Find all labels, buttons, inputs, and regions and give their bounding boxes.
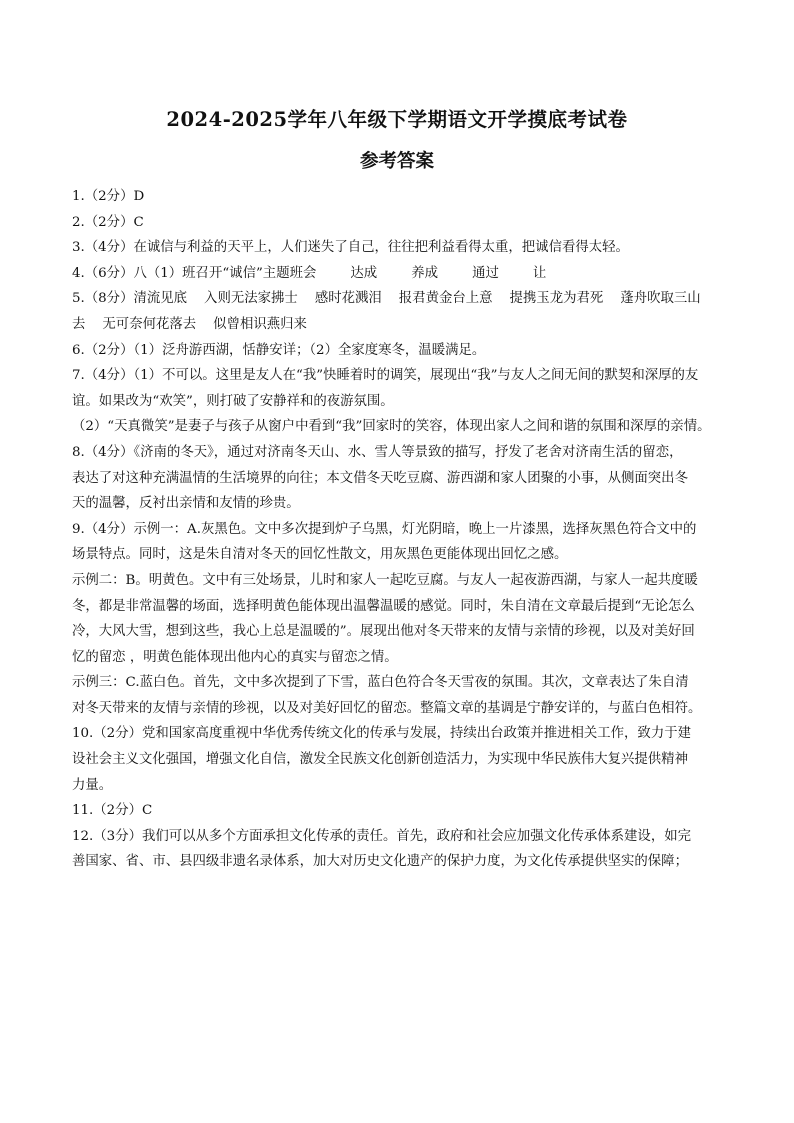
answer-line: 6.（2分）（1）泛舟游西湖，恬静安详；（2）全家度寒冬，温暖满足。: [72, 342, 486, 358]
answer-line: 对冬天带来的友情与亲情的珍视，以及对美好回忆的留恋。整篇文章的基调是宁静安详的，与蓝白色相符。: [72, 700, 702, 716]
answer-line: 示例二：B。明黄色。文中有三处场景，儿时和家人一起吃豆腐。与友人一起夜游西湖，与家人一起共度暖: [72, 572, 698, 588]
answer-line: 设社会主义文化强国，增强文化自信，激发全民族文化创新创造活力，为实现中华民族伟大复兴提供精神: [72, 752, 688, 768]
answer-line: 冷，大风大雪，想到这些，我心上总是温暖的”。展现出他对冬天带来的友情与亲情的珍视，以及对美好回: [72, 624, 695, 640]
page-title: 2024-2025学年八年级下学期语文开学摸底考试卷: [166, 108, 628, 131]
answer-line: 8.（4分）《济南的冬天》，通过对济南冬天山、水、雪人等景致的描写，抒发了老舍对济南生活的留恋，: [72, 444, 683, 460]
page-subtitle: 参考答案: [359, 151, 434, 172]
answer-line: 9.（4分）示例一：A.灰黑色。文中多次提到炉子乌黑，灯光阴暗，晚上一片漆黑，选择灰黑色符合文中的: [72, 521, 697, 537]
answer-line: 谊。如果改为“欢笑”，则打破了安静祥和的夜游氛围。: [72, 393, 394, 409]
answer-line: 善国家、省、市、县四级非遗名录体系，加大对历史文化遗产的保护力度，为文化传承提供坚实的保障；: [72, 854, 688, 870]
answer-list: [72, 184, 732, 875]
answer-line: （2）“天真微笑”是妻子与孩子从窗户中看到“我”回家时的笑容，体现出家人之间和谐的氛围和深厚的亲情。: [72, 419, 711, 435]
answer-line: 场景特点。同时，这是朱自清对冬天的回忆性散文，用灰黑色更能体现出回忆之感。: [72, 547, 568, 563]
answer-line: 表达了对这种充满温情的生活境界的向往；本文借冬天吃豆腐、游西湖和家人团聚的小事，从侧面突出冬: [72, 470, 688, 486]
answer-line: 5.（8分）清流见底 入则无法家拂士 感时花溅泪 报君黄金台上意 提携玉龙为君死 蓬舟吹取三山: [72, 291, 701, 307]
answer-line: 冬，都是非常温馨的场面，选择明黄色能体现出温馨温暖的感觉。同时，朱自清在文章最后提到“无论怎么: [72, 598, 695, 614]
answer-line: 7.（4分）（1）不可以。这里是友人在“我”快睡着时的调笑，展现出“我”与友人之间无间的默契和深厚的友: [72, 368, 699, 384]
answer-line: 2.（2分）C: [72, 214, 144, 230]
answer-line: 示例三：C.蓝白色。首先，文中多次提到了下雪，蓝白色符合冬天雪夜的氛围。其次，文章表达了朱自清: [72, 675, 689, 691]
answer-line: 11.（2分）C: [72, 803, 153, 819]
answer-line: 忆的留恋 ，明黄色能体现出他内心的真实与留恋之情。: [72, 649, 398, 665]
answer-line: 10.（2分）党和国家高度重视中华优秀传统文化的传承与发展，持续出台政策并推进相关工作，致力于建: [72, 726, 691, 742]
answer-line: 力量。: [72, 777, 113, 793]
answer-line: 4.（6分）八（1）班召开“诚信”主题班会 达成 养成 通过 让: [72, 265, 547, 281]
answer-line: 3.（4分）在诚信与利益的天平上，人们迷失了自己，往往把利益看得太重，把诚信看得太轻。: [72, 240, 629, 256]
answer-line: 1.（2分）D: [72, 189, 145, 204]
answer-line: 去 无可奈何花落去 似曾相识燕归来: [72, 316, 307, 332]
answer-line: 12.（3分）我们可以从多个方面承担文化传承的责任。首先，政府和社会应加强文化传承体系建设，如完: [72, 828, 691, 844]
answer-line: 天的温馨，反衬出亲情和友情的珍贵。: [72, 496, 300, 512]
